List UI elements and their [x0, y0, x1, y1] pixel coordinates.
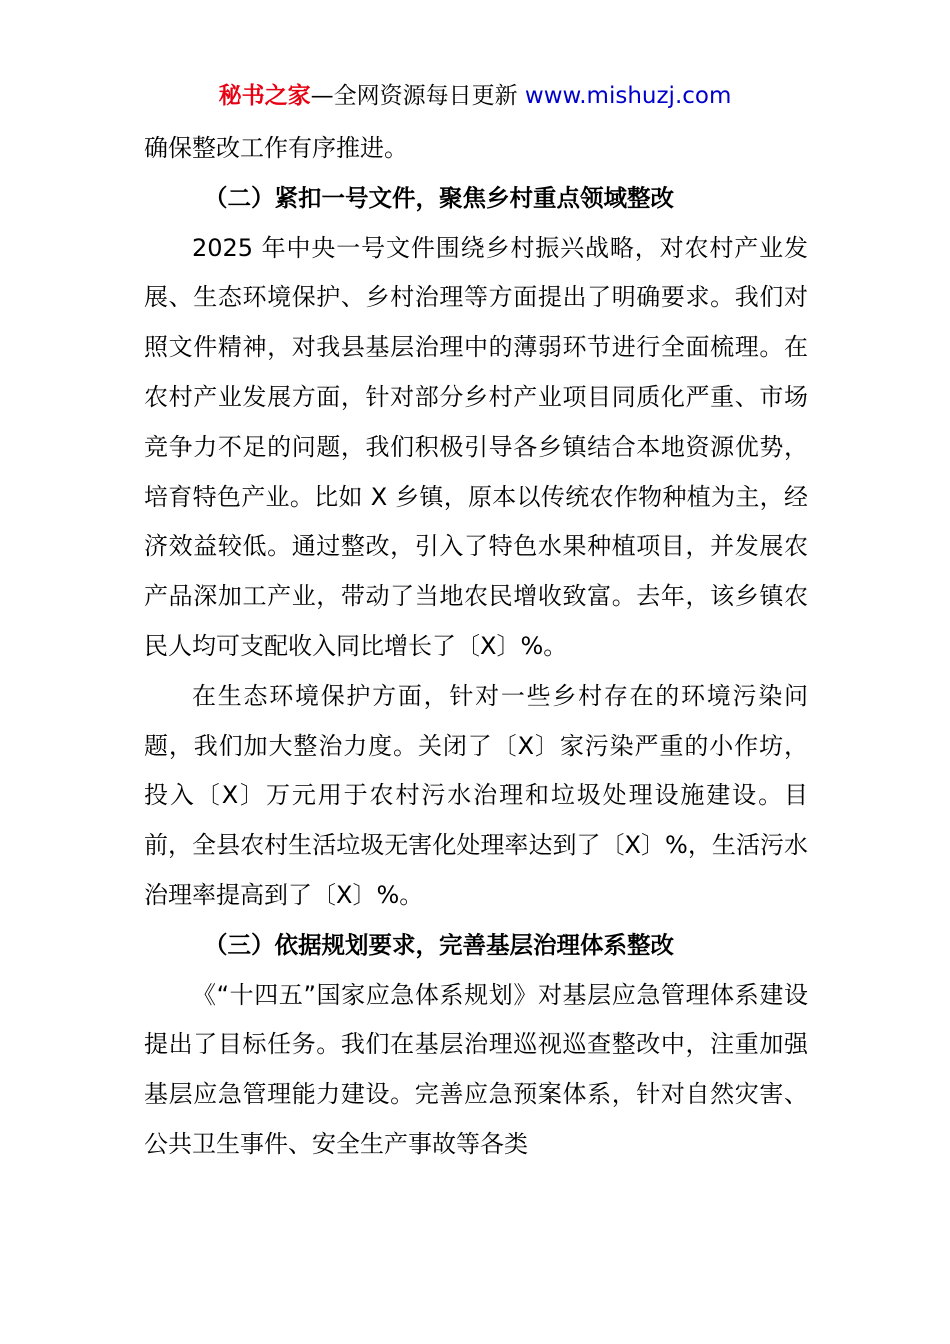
header-tagline: —全网资源每日更新	[310, 83, 525, 109]
document-body	[144, 124, 808, 1170]
paragraph-rural-industry: 2025 年中央一号文件围绕乡村振兴战略，对农村产业发展、生态环境保护、乡村治理等方面提出了明确要求。我们对照文件精神，对我县基层治理中的薄弱环节进行全面梳理。在农村产业发展方面，针对部分乡村产业项目同质化严重、市场竞争力不足的问题，我们积极引导各乡镇结合本地资源优势，培育特色产业。比如 X 乡镇，原本以传统农作物种植为主，经济效益较低。通过整改，引入了特色水果种植项目，并发展农产品深加工产业，带动了当地农民增收致富。去年，该乡镇农民人均可支配收入同比增长了〔X〕%。	[144, 233, 808, 660]
paragraph-continuation: 确保整改工作有序推进。	[144, 134, 408, 162]
brand-name: 秘书之家	[218, 83, 311, 109]
paragraph-ecology: 在生态环境保护方面，针对一些乡村存在的环境污染问题，我们加大整治力度。关闭了〔X〕家污染严重的小作坊，投入〔X〕万元用于农村污水治理和垃圾处理设施建设。目前，全县农村生活垃圾无害化处理率达到了〔X〕%，生活污水治理率提高到了〔X〕%。	[144, 681, 808, 909]
section-heading-3: （三）依据规划要求，完善基层治理体系整改	[204, 930, 674, 959]
site-url-link[interactable]: www.mishuzj.com	[524, 83, 732, 109]
paragraph-emergency: 《“十四五”国家应急体系规划》对基层应急管理体系建设提出了目标任务。我们在基层治理巡视巡查整改中，注重加强基层应急管理能力建设。完善应急预案体系，针对自然灾害、公共卫生事件、安全生产事故等各类	[144, 980, 808, 1158]
page-header	[0, 80, 950, 112]
section-heading-2: （二）紧扣一号文件，聚焦乡村重点领域整改	[204, 183, 674, 212]
